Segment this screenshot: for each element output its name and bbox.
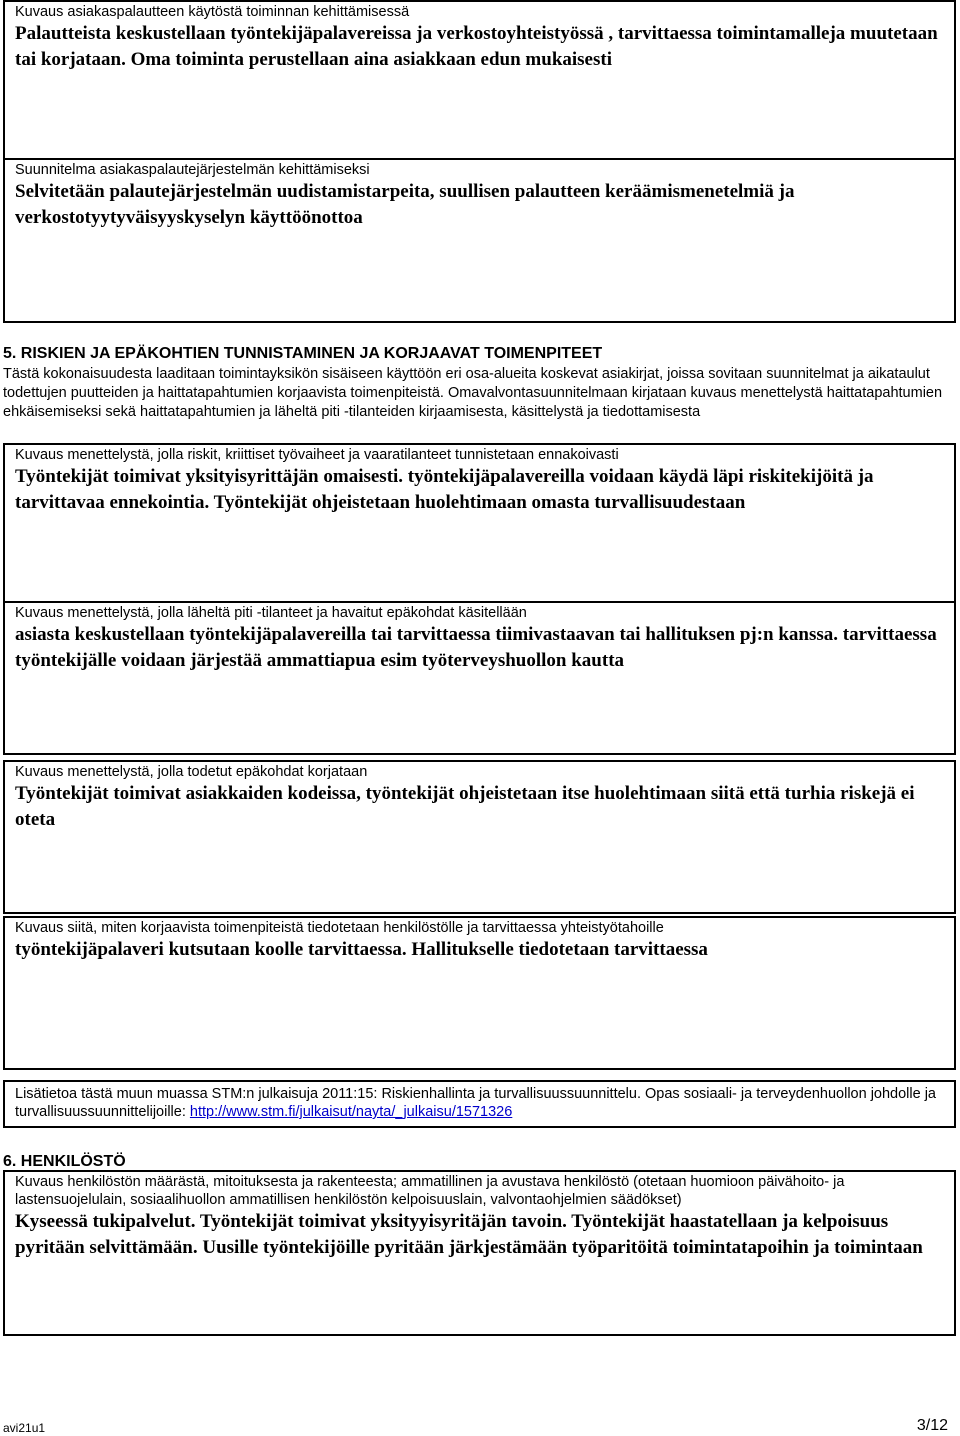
page-number: 3/12 — [916, 1417, 948, 1434]
more-info-body: Lisätietoa tästä muun muassa STM:n julkaisuja 2011:15: Riskienhallinta ja turvallisuussuunnittelu. Opas sosiaali- ja terveydenhuollon johdolle ja turvallisuussuunnittelijoille: — [15, 1086, 936, 1120]
more-info-text — [15, 1085, 944, 1121]
feedback-usage-answer: Palautteista keskustellaan työntekijäpalavereissa ja verkostoyhteistyössä , tarvittaessa toimintamalleja muutetaan tai korjataan. Oma toiminta perustellaan aina asiakkaan edun mukaisesti — [15, 23, 938, 70]
section6-heading: 6. HENKILÖSTÖ — [3, 1153, 126, 1170]
stm-publication-link[interactable]: http://www.stm.fi/julkaisut/nayta/_julkaisu/1571326 — [189, 1104, 513, 1120]
near-miss-label: Kuvaus menettelystä, jolla läheltä piti -tilanteet ja havaitut epäkohdat käsitellään — [15, 605, 527, 621]
staff-answer: Kyseessä tukipalvelut. Työntekijät toimivat yksityyisyritäjän tavoin. Työntekijät haastatellaan ja kelpoisuus pyritään selvittämään. Uusille työntekijöille pyritään järkjestämään työparitöitä toimintatapoihin ja toimintaan — [15, 1211, 923, 1258]
more-info-box — [3, 1080, 956, 1128]
risks-answer: Työntekijät toimivat yksityisyrittäjän omaisesti. työntekijäpalavereilla voidaan käydä läpi riskitekijöitä ja tarvittavaa ennekointia. Työntekijät ohjeistetaan huolehtimaan omasta turvallisuudestaan — [15, 466, 874, 513]
fixed-issues-box — [3, 760, 956, 914]
feedback-usage-box — [3, 0, 956, 160]
inform-label: Kuvaus siitä, miten korjaavista toimenpiteistä tiedotetaan henkilöstölle ja tarvittaessa yhteistyötahoille — [15, 920, 664, 936]
feedback-plan-label: Suunnitelma asiakaspalautejärjestelmän kehittämiseksi — [15, 162, 370, 178]
fixed-issues-label: Kuvaus menettelystä, jolla todetut epäkohdat korjataan — [15, 764, 368, 780]
section5-intro: Tästä kokonaisuudesta laaditaan toimintayksikön sisäiseen käyttöön eri osa-alueita koskevat asiakirjat, joissa sovitaan suunnitelmat ja aikataulut todettujen puutteiden ja haittatapahtumien korjaavista toimenpiteistä. Omavalvontasuunnitelmaan kirjataan kuvaus menettelystä haittatapahtumien ehkäisemiseksi sekä haittatapahtumien ja läheltä piti -tilanteiden kirjaamisesta, käsittelystä ja tiedottamisesta — [3, 366, 943, 420]
staff-label: Kuvaus henkilöstön määrästä, mitoituksesta ja rakenteesta; ammatillinen ja avustava henkilöstö (otetaan huomioon päivähoito- ja lastensuojelulain, sosiaalihuollon ammatillisen henkilöstön kelpoisuuslain, valvontaohjelmien säädökset) — [15, 1174, 845, 1208]
inform-box — [3, 916, 956, 1070]
feedback-plan-answer: Selvitetään palautejärjestelmän uudistamistarpeita, suullisen palautteen keräämismenetelmiä ja verkostotyytyväisyyskyselyn käyttöönottoa — [15, 181, 795, 228]
section5-heading: 5. RISKIEN JA EPÄKOHTIEN TUNNISTAMINEN JA KORJAAVAT TOIMENPITEET — [3, 345, 603, 362]
fixed-issues-answer: Työntekijät toimivat asiakkaiden kodeissa, työntekijät ohjeistetaan itse huolehtimaan siitä että turhia riskejä ei oteta — [15, 783, 915, 830]
feedback-plan-box — [3, 158, 956, 323]
near-miss-box — [3, 601, 956, 755]
inform-answer: työntekijäpalaveri kutsutaan koolle tarvittaessa. Hallitukselle tiedotetaan tarvittaessa — [15, 939, 708, 960]
risks-box — [3, 443, 956, 603]
document-id: avi21u1 — [3, 1421, 46, 1435]
risks-label: Kuvaus menettelystä, jolla riskit, kriittiset työvaiheet ja vaaratilanteet tunnistetaan ennakoivasti — [15, 447, 619, 463]
feedback-usage-label: Kuvaus asiakaspalautteen käytöstä toiminnan kehittämisessä — [15, 4, 410, 20]
near-miss-answer: asiasta keskustellaan työntekijäpalavereilla tai tarvittaessa tiimivastaavan tai hallituksen pj:n kanssa. tarvittaessa työntekijälle voidaan järjestää ammattiapua esim työterveyshuollon kautta — [15, 624, 937, 671]
staff-box — [3, 1170, 956, 1336]
